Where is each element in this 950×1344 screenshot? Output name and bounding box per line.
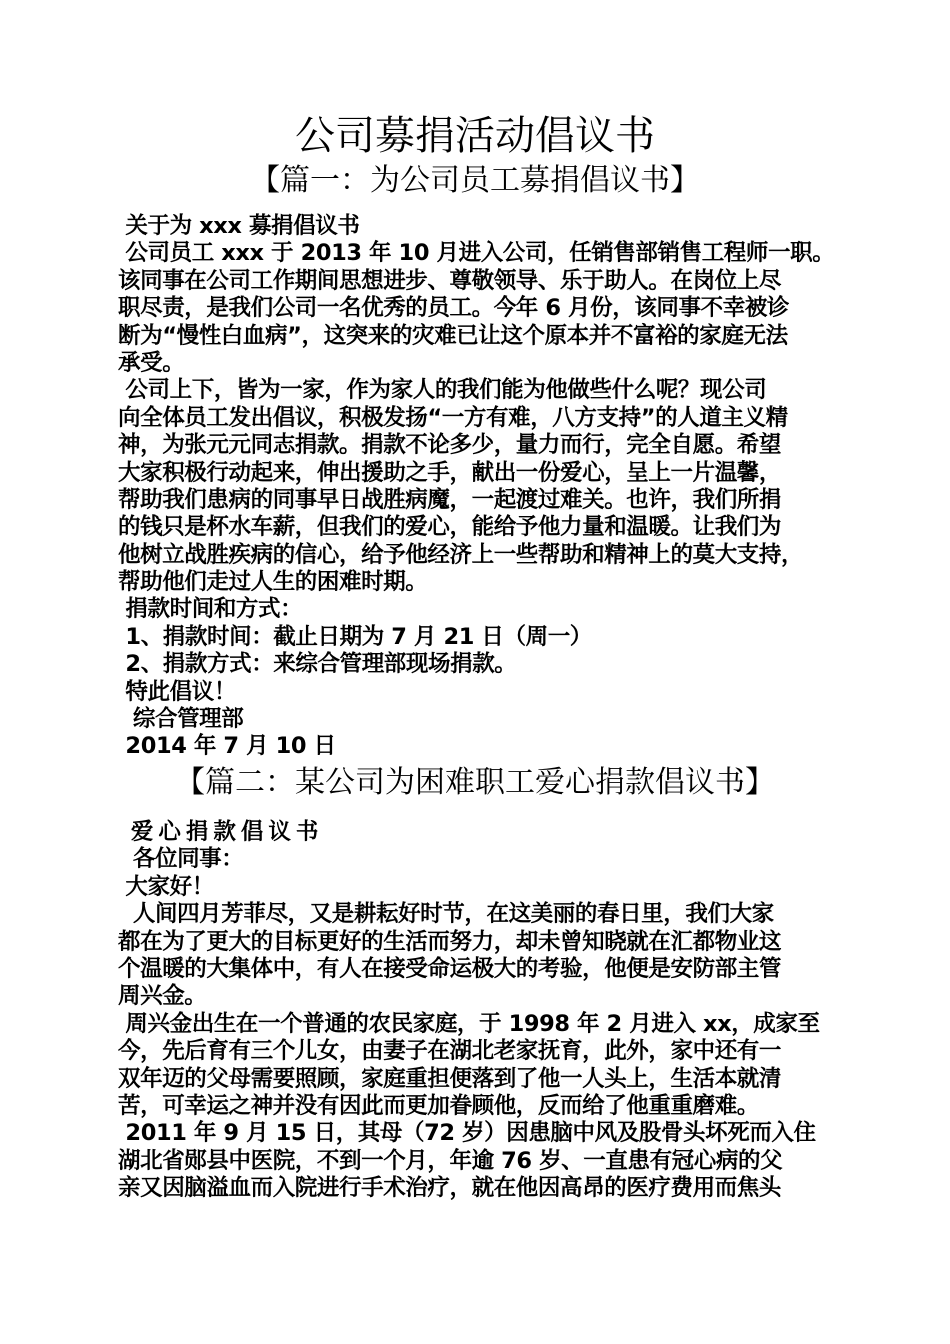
section2-heading: 【篇二：某公司为困难职工爱心捐款倡议书】 xyxy=(175,765,775,800)
section1-line: 公司员工 xxx 于 2013 年 10 月进入公司，任销售部销售工程师一职。 xyxy=(118,240,835,267)
section1-line: 神，为张元元同志捐款。捐款不论多少，量力而行，完全自愿。希望 xyxy=(118,432,782,459)
section1-line: 特此倡议！ xyxy=(118,678,236,705)
section1-line: 关于为 xxx 募捐倡议书 xyxy=(118,213,360,239)
section1-line: 向全体员工发出倡议，积极发扬“一方有难，八方支持”的人道主义精 xyxy=(118,404,788,431)
section1-line: 职尽责，是我们公司一名优秀的员工。今年 6 月份，该同事不幸被诊 xyxy=(118,295,790,322)
section2-line: 各位同事： xyxy=(118,846,244,873)
section1-heading: 【篇一：为公司员工募捐倡议书】 xyxy=(250,163,700,198)
section2-line: 双年迈的父母需要照顾，家庭重担便落到了他一人头上，生活本就清 xyxy=(118,1065,782,1092)
section2-line: 爱心捐款倡议书 xyxy=(118,819,324,845)
section1-line: 综合管理部 xyxy=(118,706,244,733)
section2-line: 个温暖的大集体中，有人在接受命运极大的考验，他便是安防部主管 xyxy=(118,955,782,982)
section1-line: 承受。 xyxy=(118,349,185,376)
section1-line: 该同事在公司工作期间思想进步、尊敬领导、乐于助人。在岗位上尽 xyxy=(118,267,782,294)
section2-line: 苦，可幸运之神并没有因此而更加眷顾他，反而给了他重重磨难。 xyxy=(118,1092,759,1119)
section1-line: 捐款时间和方式： xyxy=(118,596,303,623)
section2-line: 湖北省郧县中医院，不到一个月，年逾 76 岁、一直患有冠心病的父 xyxy=(118,1147,783,1174)
section1-line: 帮助我们患病的同事早日战胜病魔，一起渡过难关。也许，我们所捐 xyxy=(118,486,782,513)
section1-line: 的钱只是杯水车薪，但我们的爱心，能给予他力量和温暖。让我们为 xyxy=(118,514,782,541)
section1-line: 2、捐款方式：来综合管理部现场捐款。 xyxy=(118,651,517,678)
section1-line: 大家积极行动起来，伸出援助之手，献出一份爱心，呈上一片温馨， xyxy=(118,459,782,486)
section2-line: 周兴金。 xyxy=(118,983,207,1010)
section2-line: 今，先后育有三个儿女，由妻子在湖北老家抚育，此外，家中还有一 xyxy=(118,1038,782,1065)
section1-line: 他树立战胜疾病的信心，给予他经济上一些帮助和精神上的莫大支持， xyxy=(118,541,804,568)
section1-body xyxy=(118,213,848,761)
section2-line: 2011 年 9 月 15 日，其母（72 岁）因患脑中风及股骨头坏死而入住 xyxy=(118,1120,816,1147)
section1-line: 2014 年 7 月 10 日 xyxy=(118,733,336,760)
section2-body xyxy=(118,819,848,1202)
section2-line: 都在为了更大的目标更好的生活而努力，却未曾知晓就在汇都物业这 xyxy=(118,928,782,955)
document-title: 公司募捐活动倡议书 xyxy=(295,113,655,159)
section1-line: 帮助他们走过人生的困难时期。 xyxy=(118,569,428,596)
section1-line: 断为“慢性白血病”，这突来的灾难已让这个原本并不富裕的家庭无法 xyxy=(118,322,788,349)
section2-line: 大家好！ xyxy=(118,873,214,900)
section2-line: 亲又因脑溢血而入院进行手术治疗，就在他因高昂的医疗费用而焦头 xyxy=(118,1175,782,1202)
section2-line: 人间四月芳菲尽，又是耕耘好时节，在这美丽的春日里，我们大家 xyxy=(118,901,774,928)
section1-line: 公司上下，皆为一家，作为家人的我们能为他做些什么呢？现公司 xyxy=(118,377,767,404)
section2-line: 周兴金出生在一个普通的农民家庭，于 1998 年 2 月进入 xx，成家至 xyxy=(118,1010,820,1037)
section1-line: 1、捐款时间：截止日期为 7 月 21 日（周一） xyxy=(118,623,592,650)
